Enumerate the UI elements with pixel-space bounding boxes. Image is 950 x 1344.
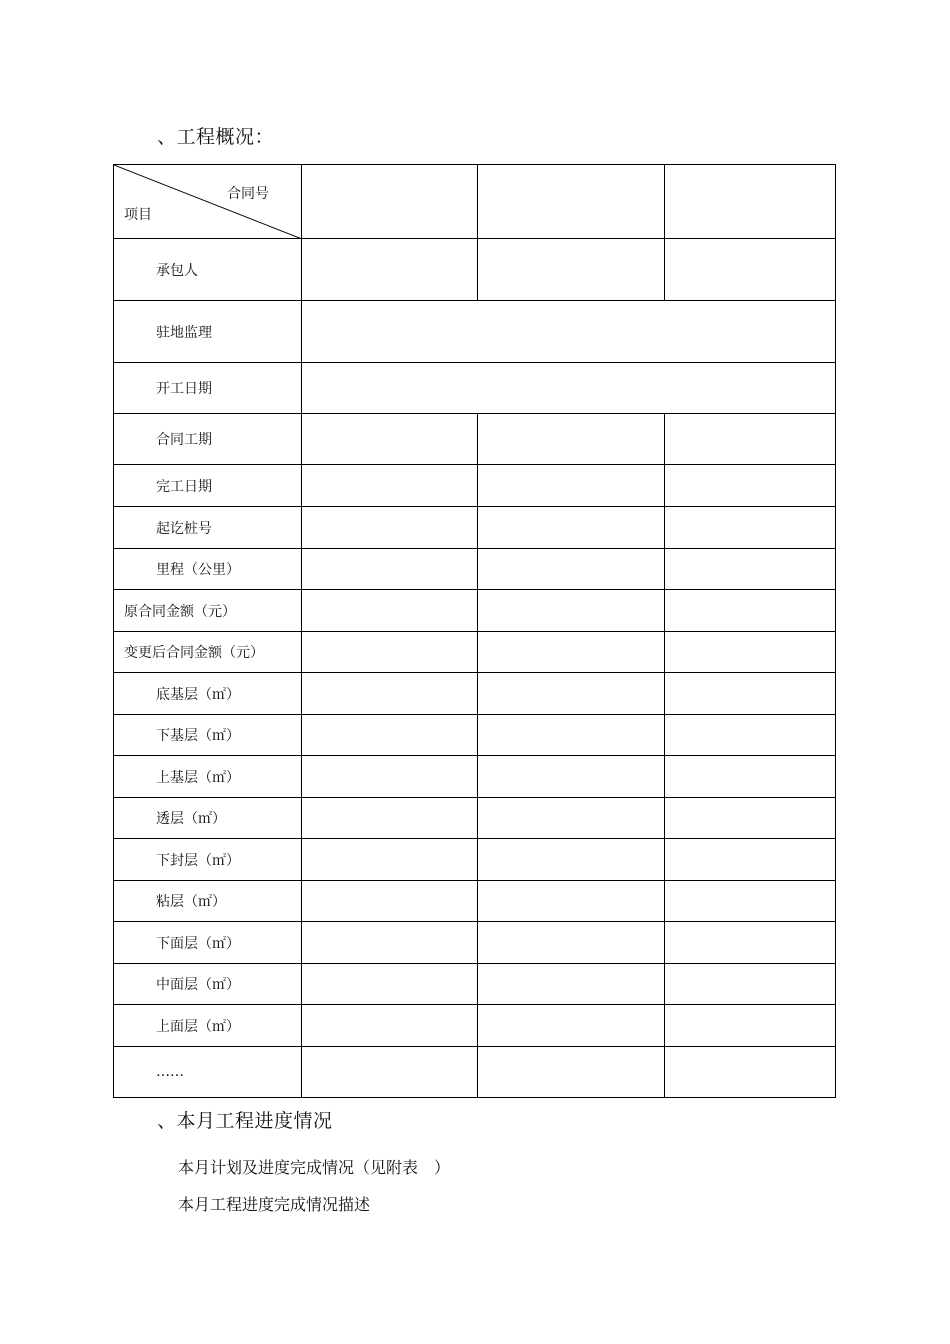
table-cell [665, 839, 836, 881]
table-cell [665, 632, 836, 673]
table-row [114, 922, 836, 964]
row-label-prime-coat: 透层（㎡） [114, 798, 302, 839]
table-row [114, 507, 836, 549]
table-row [114, 673, 836, 715]
diagonal-header-cell [114, 165, 302, 239]
table-cell [302, 414, 478, 465]
row-label-stake-range: 起讫桩号 [114, 507, 302, 549]
row-label-ellipsis: …… [114, 1047, 302, 1098]
table-header-row [114, 165, 836, 239]
table-cell [302, 1005, 478, 1047]
table-cell [478, 507, 665, 549]
row-label-contract-period: 合同工期 [114, 414, 302, 465]
table-cell [478, 839, 665, 881]
row-label-original-amount: 原合同金额（元） [114, 590, 302, 632]
section-title-overview: 、工程概况： [157, 126, 275, 148]
table-cell [665, 165, 836, 239]
table-cell [478, 165, 665, 239]
table-row [114, 414, 836, 465]
row-label-lower-surface: 下面层（㎡） [114, 922, 302, 964]
table-row [114, 239, 836, 301]
table-cell [302, 715, 478, 756]
row-label-tack-coat: 粘层（㎡） [114, 881, 302, 922]
table-cell [478, 414, 665, 465]
row-label-upper-surface: 上面层（㎡） [114, 1005, 302, 1047]
table-row [114, 881, 836, 922]
table-cell [302, 507, 478, 549]
table-row [114, 590, 836, 632]
row-label-middle-surface: 中面层（㎡） [114, 964, 302, 1005]
merged-cell [302, 363, 836, 414]
table-cell [665, 239, 836, 301]
progress-plan-line: 本月计划及进度完成情况（见附表 ） [178, 1158, 451, 1177]
table-row [114, 756, 836, 798]
table-cell [302, 839, 478, 881]
table-row [114, 964, 836, 1005]
table-cell [665, 1005, 836, 1047]
table-cell [665, 964, 836, 1005]
table-row [114, 1005, 836, 1047]
table-cell [478, 632, 665, 673]
table-cell [302, 673, 478, 715]
row-label-completion-date: 完工日期 [114, 465, 302, 507]
table-cell [478, 1005, 665, 1047]
project-overview-table [113, 164, 836, 1098]
table-row [114, 301, 836, 363]
table-row [114, 839, 836, 881]
table-cell [665, 549, 836, 590]
row-label-supervisor: 驻地监理 [114, 301, 302, 363]
table-cell [665, 881, 836, 922]
table-cell [478, 922, 665, 964]
table-cell [478, 465, 665, 507]
table-cell [478, 239, 665, 301]
table-cell [665, 507, 836, 549]
row-label-lower-base: 下基层（㎡） [114, 715, 302, 756]
table-cell [478, 590, 665, 632]
table-cell [302, 964, 478, 1005]
contract-no-label: 合同号 [227, 186, 269, 202]
row-label-contractor: 承包人 [114, 239, 302, 301]
table-cell [302, 756, 478, 798]
table-cell [302, 1047, 478, 1098]
progress-description-line: 本月工程进度完成情况描述 [178, 1195, 371, 1214]
row-label-upper-base: 上基层（㎡） [114, 756, 302, 798]
table-row [114, 465, 836, 507]
table-cell [665, 465, 836, 507]
table-cell [302, 165, 478, 239]
section-title-progress: 、本月工程进度情况 [157, 1110, 333, 1132]
table-cell [302, 465, 478, 507]
table-cell [478, 549, 665, 590]
table-cell [665, 1047, 836, 1098]
table-cell [665, 673, 836, 715]
table-cell [302, 881, 478, 922]
item-label: 项目 [124, 207, 152, 223]
table-cell [478, 1047, 665, 1098]
table-cell [478, 673, 665, 715]
table-row [114, 715, 836, 756]
table-cell [302, 798, 478, 839]
table-cell [478, 756, 665, 798]
table-cell [478, 964, 665, 1005]
table-row [114, 1047, 836, 1098]
table-row [114, 363, 836, 414]
table-cell [302, 549, 478, 590]
table-row [114, 798, 836, 839]
table-cell [665, 590, 836, 632]
table-cell [478, 798, 665, 839]
table-row [114, 549, 836, 590]
merged-cell [302, 301, 836, 363]
table-cell [478, 715, 665, 756]
table-cell [302, 922, 478, 964]
table-cell [665, 715, 836, 756]
table-cell [302, 632, 478, 673]
diagonal-line [114, 165, 302, 239]
table-cell [478, 881, 665, 922]
row-label-subbase: 底基层（㎡） [114, 673, 302, 715]
table-row [114, 632, 836, 673]
table-cell [302, 590, 478, 632]
row-label-seal-coat: 下封层（㎡） [114, 839, 302, 881]
row-label-start-date: 开工日期 [114, 363, 302, 414]
table-cell [665, 798, 836, 839]
table-cell [665, 414, 836, 465]
table-cell [665, 756, 836, 798]
row-label-changed-amount: 变更后合同金额（元） [114, 632, 302, 673]
table-cell [302, 239, 478, 301]
row-label-mileage: 里程（公里） [114, 549, 302, 590]
table-cell [665, 922, 836, 964]
